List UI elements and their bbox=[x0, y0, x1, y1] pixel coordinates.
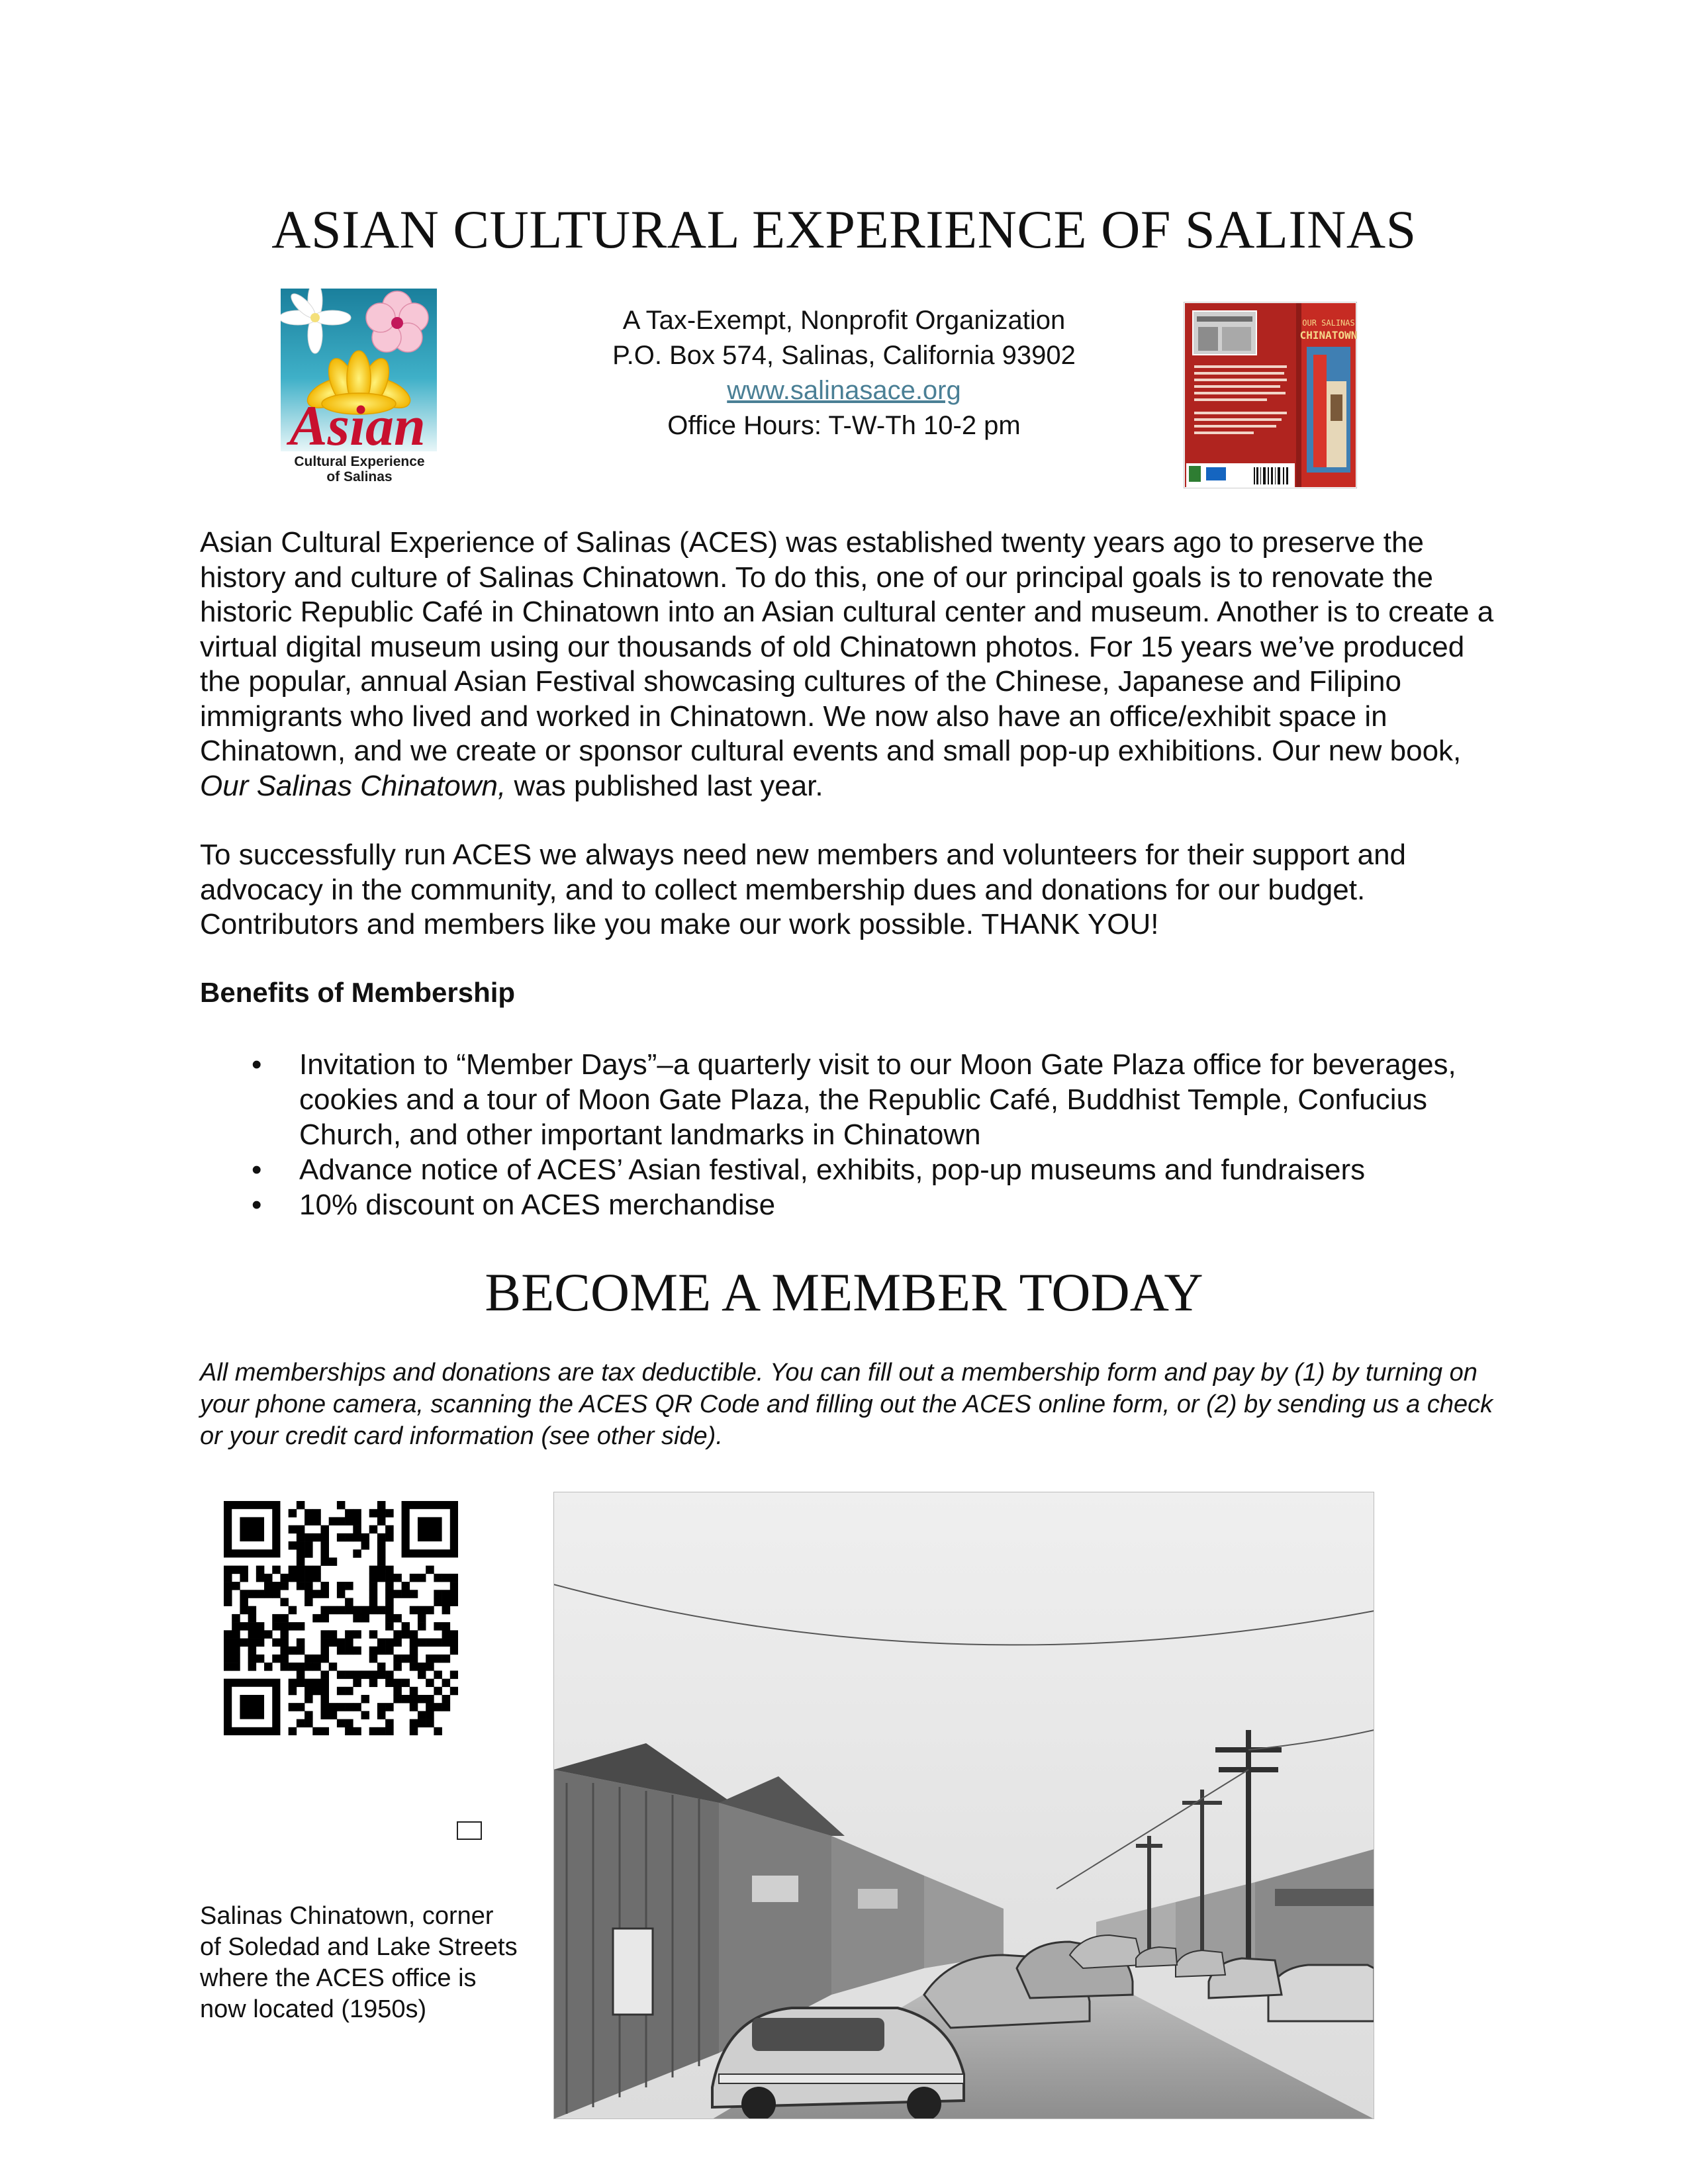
benefit-item: • 10% discount on ACES merchandise bbox=[252, 1187, 1509, 1222]
qr-finder-pattern bbox=[240, 1695, 264, 1719]
benefit-item: • Advance notice of ACES’ Asian festival, exhibits, pop-up museums and fundraisers bbox=[252, 1152, 1509, 1187]
chinatown-historic-photo bbox=[553, 1492, 1374, 2119]
benefits-list bbox=[252, 1047, 1509, 1222]
membership-instructions: All memberships and donations are tax deductible. You can fill out a membership form and pay by (1) by turning on your phone camera, scanning the ACES QR Code and filling out the ACES online form, or (2) by sending us a check or your credit card information (see other side). bbox=[200, 1359, 1493, 1450]
benefits-heading: Benefits of Membership bbox=[200, 977, 516, 1008]
org-type: A Tax-Exempt, Nonprofit Organization bbox=[622, 306, 1066, 335]
org-address: P.O. Box 574, Salinas, California 93902 bbox=[612, 341, 1076, 370]
qr-code[interactable] bbox=[224, 1501, 458, 1735]
book-cover-image bbox=[1184, 302, 1357, 488]
page-title: ASIAN CULTURAL EXPERIENCE OF SALINAS bbox=[271, 199, 1417, 259]
qr-finder-pattern bbox=[240, 1517, 264, 1541]
book-title-line1: OUR SALINAS bbox=[1302, 318, 1355, 328]
logo-caption: Cultural Experience of Salinas bbox=[294, 454, 425, 484]
support-paragraph: To successfully run ACES we always need new members and volunteers for their support and advocacy in the community, and to collect membership dues and donations for our budget. Contributors and members like you make our work possible. THANK YOU! bbox=[200, 839, 1407, 940]
qr-finder-pattern bbox=[418, 1517, 442, 1541]
logo-word: Asian bbox=[289, 394, 426, 457]
photo-caption: Salinas Chinatown, corner of Soledad and Lake Streets where the ACES office is now located (1950s) bbox=[200, 1902, 518, 2023]
website-link[interactable]: www.salinasace.org bbox=[727, 376, 961, 405]
office-hours: Office Hours: T-W-Th 10-2 pm bbox=[667, 411, 1021, 440]
intro-paragraph: Asian Cultural Experience of Salinas (ACES) was established twenty years ago to preserve the history and culture of Salinas Chinatown. To do this, one of our principal goals is to renovate the historic Republic Café in Chinatown into an Asian cultural center and museum. Another is to create a virtual digital museum using our thousands of old Chinatown photos. For 15 years we’ve produced the popular, annual Asian Festival showcasing cultures of the Chinese, Japanese and Filipino immigrants who lived and worked in Chinatown. We now also have an office/exhibit space in Chinatown, and we create or sponsor cultural events and small pop-up exhibitions. Our new book, Our Salinas Chinatown, was published last year. bbox=[200, 526, 1494, 802]
become-member-heading: BECOME A MEMBER TODAY bbox=[485, 1262, 1203, 1322]
benefit-item: • Invitation to “Member Days”–a quarterly visit to our Moon Gate Plaza office for beverages, cookies and a tour of Moon Gate Plaza, the Republic Café, Buddhist Temple, Confucius Church, and other important landmarks in Chinatown bbox=[252, 1047, 1509, 1152]
book-title-line2: CHINATOWN bbox=[1299, 329, 1357, 341]
org-info bbox=[556, 303, 1132, 443]
book-title: Our Salinas Chinatown, bbox=[200, 769, 506, 802]
checkbox-placeholder bbox=[457, 1821, 482, 1840]
